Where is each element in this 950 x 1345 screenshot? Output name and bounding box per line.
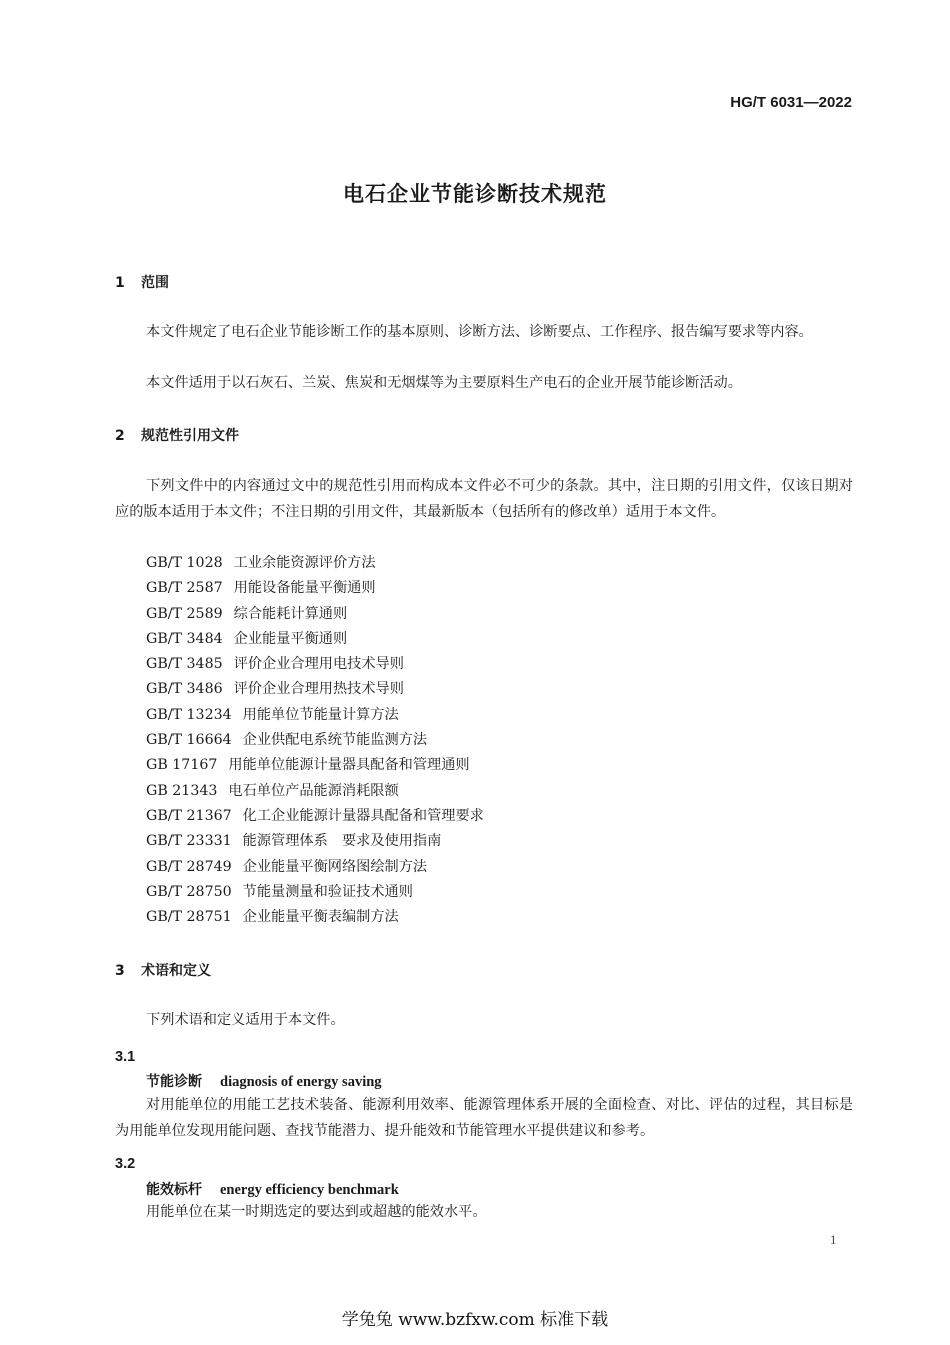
clause-number: 3.2: [115, 1156, 136, 1172]
list-item: [146, 551, 484, 576]
list-item: [146, 627, 484, 652]
reference-title: 企业能量平衡表编制方法: [242, 909, 399, 926]
reference-title: 电石单位产品能源消耗限额: [228, 782, 399, 799]
reference-code: GB/T 3484: [146, 630, 223, 647]
reference-code: GB/T 28750: [146, 883, 232, 900]
reference-title: 评价企业合理用热技术导则: [233, 681, 404, 698]
document-title: 电石企业节能诊断技术规范: [343, 182, 607, 206]
normative-references-intro: 下列文件中的内容通过文中的规范性引用而构成本文件必不可少的条款。其中，注日期的引用文件，仅该日期对应的版本适用于本文件；不注日期的引用文件，其最新版本（包括所有的修改单）适用于本文件。: [115, 478, 853, 520]
list-item: [146, 652, 484, 677]
list-item: [146, 880, 484, 905]
section-title: 规范性引用文件: [141, 428, 239, 444]
scope-paragraph-1: 本文件规定了电石企业节能诊断工作的基本原则、诊断方法、诊断要点、工作程序、报告编写要求等内容。: [146, 324, 813, 340]
reference-title: 企业能量平衡网络图绘制方法: [242, 858, 428, 875]
footer-watermark: 学兔兔 www.bzfxw.com 标准下载: [341, 1310, 609, 1330]
reference-title: 用能单位能源计量器具配备和管理通则: [228, 757, 470, 774]
section-3-heading: [115, 960, 211, 980]
list-item: [146, 677, 484, 702]
reference-title: 节能量测量和验证技术通则: [242, 883, 413, 900]
term-english: diagnosis of energy saving: [220, 1074, 382, 1090]
term-entry: [146, 1071, 382, 1091]
reference-code: GB 17167: [146, 757, 218, 774]
section-2-heading: [115, 425, 239, 445]
reference-code: GB/T 21367: [146, 807, 232, 824]
reference-title: 用能单位节能量计算方法: [242, 706, 399, 723]
reference-title: 评价企业合理用电技术导则: [233, 656, 404, 673]
term-definition: 用能单位在某一时期选定的要达到或超越的能效水平。: [146, 1204, 487, 1220]
reference-title: 企业供配电系统节能监测方法: [242, 732, 428, 749]
reference-title: 工业余能资源评价方法: [233, 555, 376, 571]
term-entry: [146, 1179, 399, 1199]
reference-title: 化工企业能源计量器具配备和管理要求: [242, 807, 484, 824]
list-item: [146, 728, 484, 753]
terms-intro: 下列术语和定义适用于本文件。: [146, 1012, 345, 1028]
reference-code: GB/T 23331: [146, 833, 232, 850]
list-item: [146, 576, 484, 601]
reference-title: 用能设备能量平衡通则: [233, 580, 376, 597]
reference-code: GB/T 3486: [146, 681, 223, 698]
section-number: 2: [115, 428, 125, 444]
section-number: 1: [115, 275, 125, 291]
reference-code: GB/T 2589: [146, 605, 223, 622]
section-title: 术语和定义: [141, 963, 211, 979]
reference-code: GB/T 16664: [146, 732, 232, 749]
list-item: [146, 779, 484, 804]
reference-code: GB/T 1028: [146, 555, 223, 571]
term-definition: 对用能单位的用能工艺技术装备、能源利用效率、能源管理体系开展的全面检查、对比、评估的过程，其目标是为用能单位发现用能问题、查找节能潜力、提升能效和节能管理水平提供建议和参考。: [115, 1097, 853, 1139]
list-item: [146, 753, 484, 778]
term-chinese: 能效标杆: [146, 1182, 202, 1198]
section-number: 3: [115, 963, 125, 979]
term-chinese: 节能诊断: [146, 1074, 202, 1090]
reference-title: 企业能量平衡通则: [233, 630, 348, 647]
term-english: energy efficiency benchmark: [220, 1182, 399, 1198]
reference-title: 能源管理体系 要求及使用指南: [242, 833, 442, 850]
reference-code: GB/T 28749: [146, 858, 232, 875]
reference-title: 综合能耗计算通则: [233, 605, 348, 622]
reference-code: GB 21343: [146, 782, 218, 799]
list-item: [146, 804, 484, 829]
list-item: [146, 905, 484, 930]
list-item: [146, 829, 484, 854]
page-number: 1: [830, 1232, 837, 1247]
standard-code: HG/T 6031—2022: [730, 94, 852, 111]
section-title: 范围: [141, 275, 169, 291]
reference-code: GB/T 3485: [146, 656, 223, 673]
scope-paragraph-2: 本文件适用于以石灰石、兰炭、焦炭和无烟煤等为主要原料生产电石的企业开展节能诊断活动。: [146, 375, 742, 391]
list-item: [146, 602, 484, 627]
list-item: [146, 703, 484, 728]
reference-code: GB/T 13234: [146, 706, 232, 723]
reference-list: [146, 551, 484, 930]
reference-code: GB/T 28751: [146, 909, 232, 926]
clause-number: 3.1: [115, 1049, 136, 1065]
list-item: [146, 855, 484, 880]
section-1-heading: [115, 272, 169, 292]
reference-code: GB/T 2587: [146, 580, 223, 597]
